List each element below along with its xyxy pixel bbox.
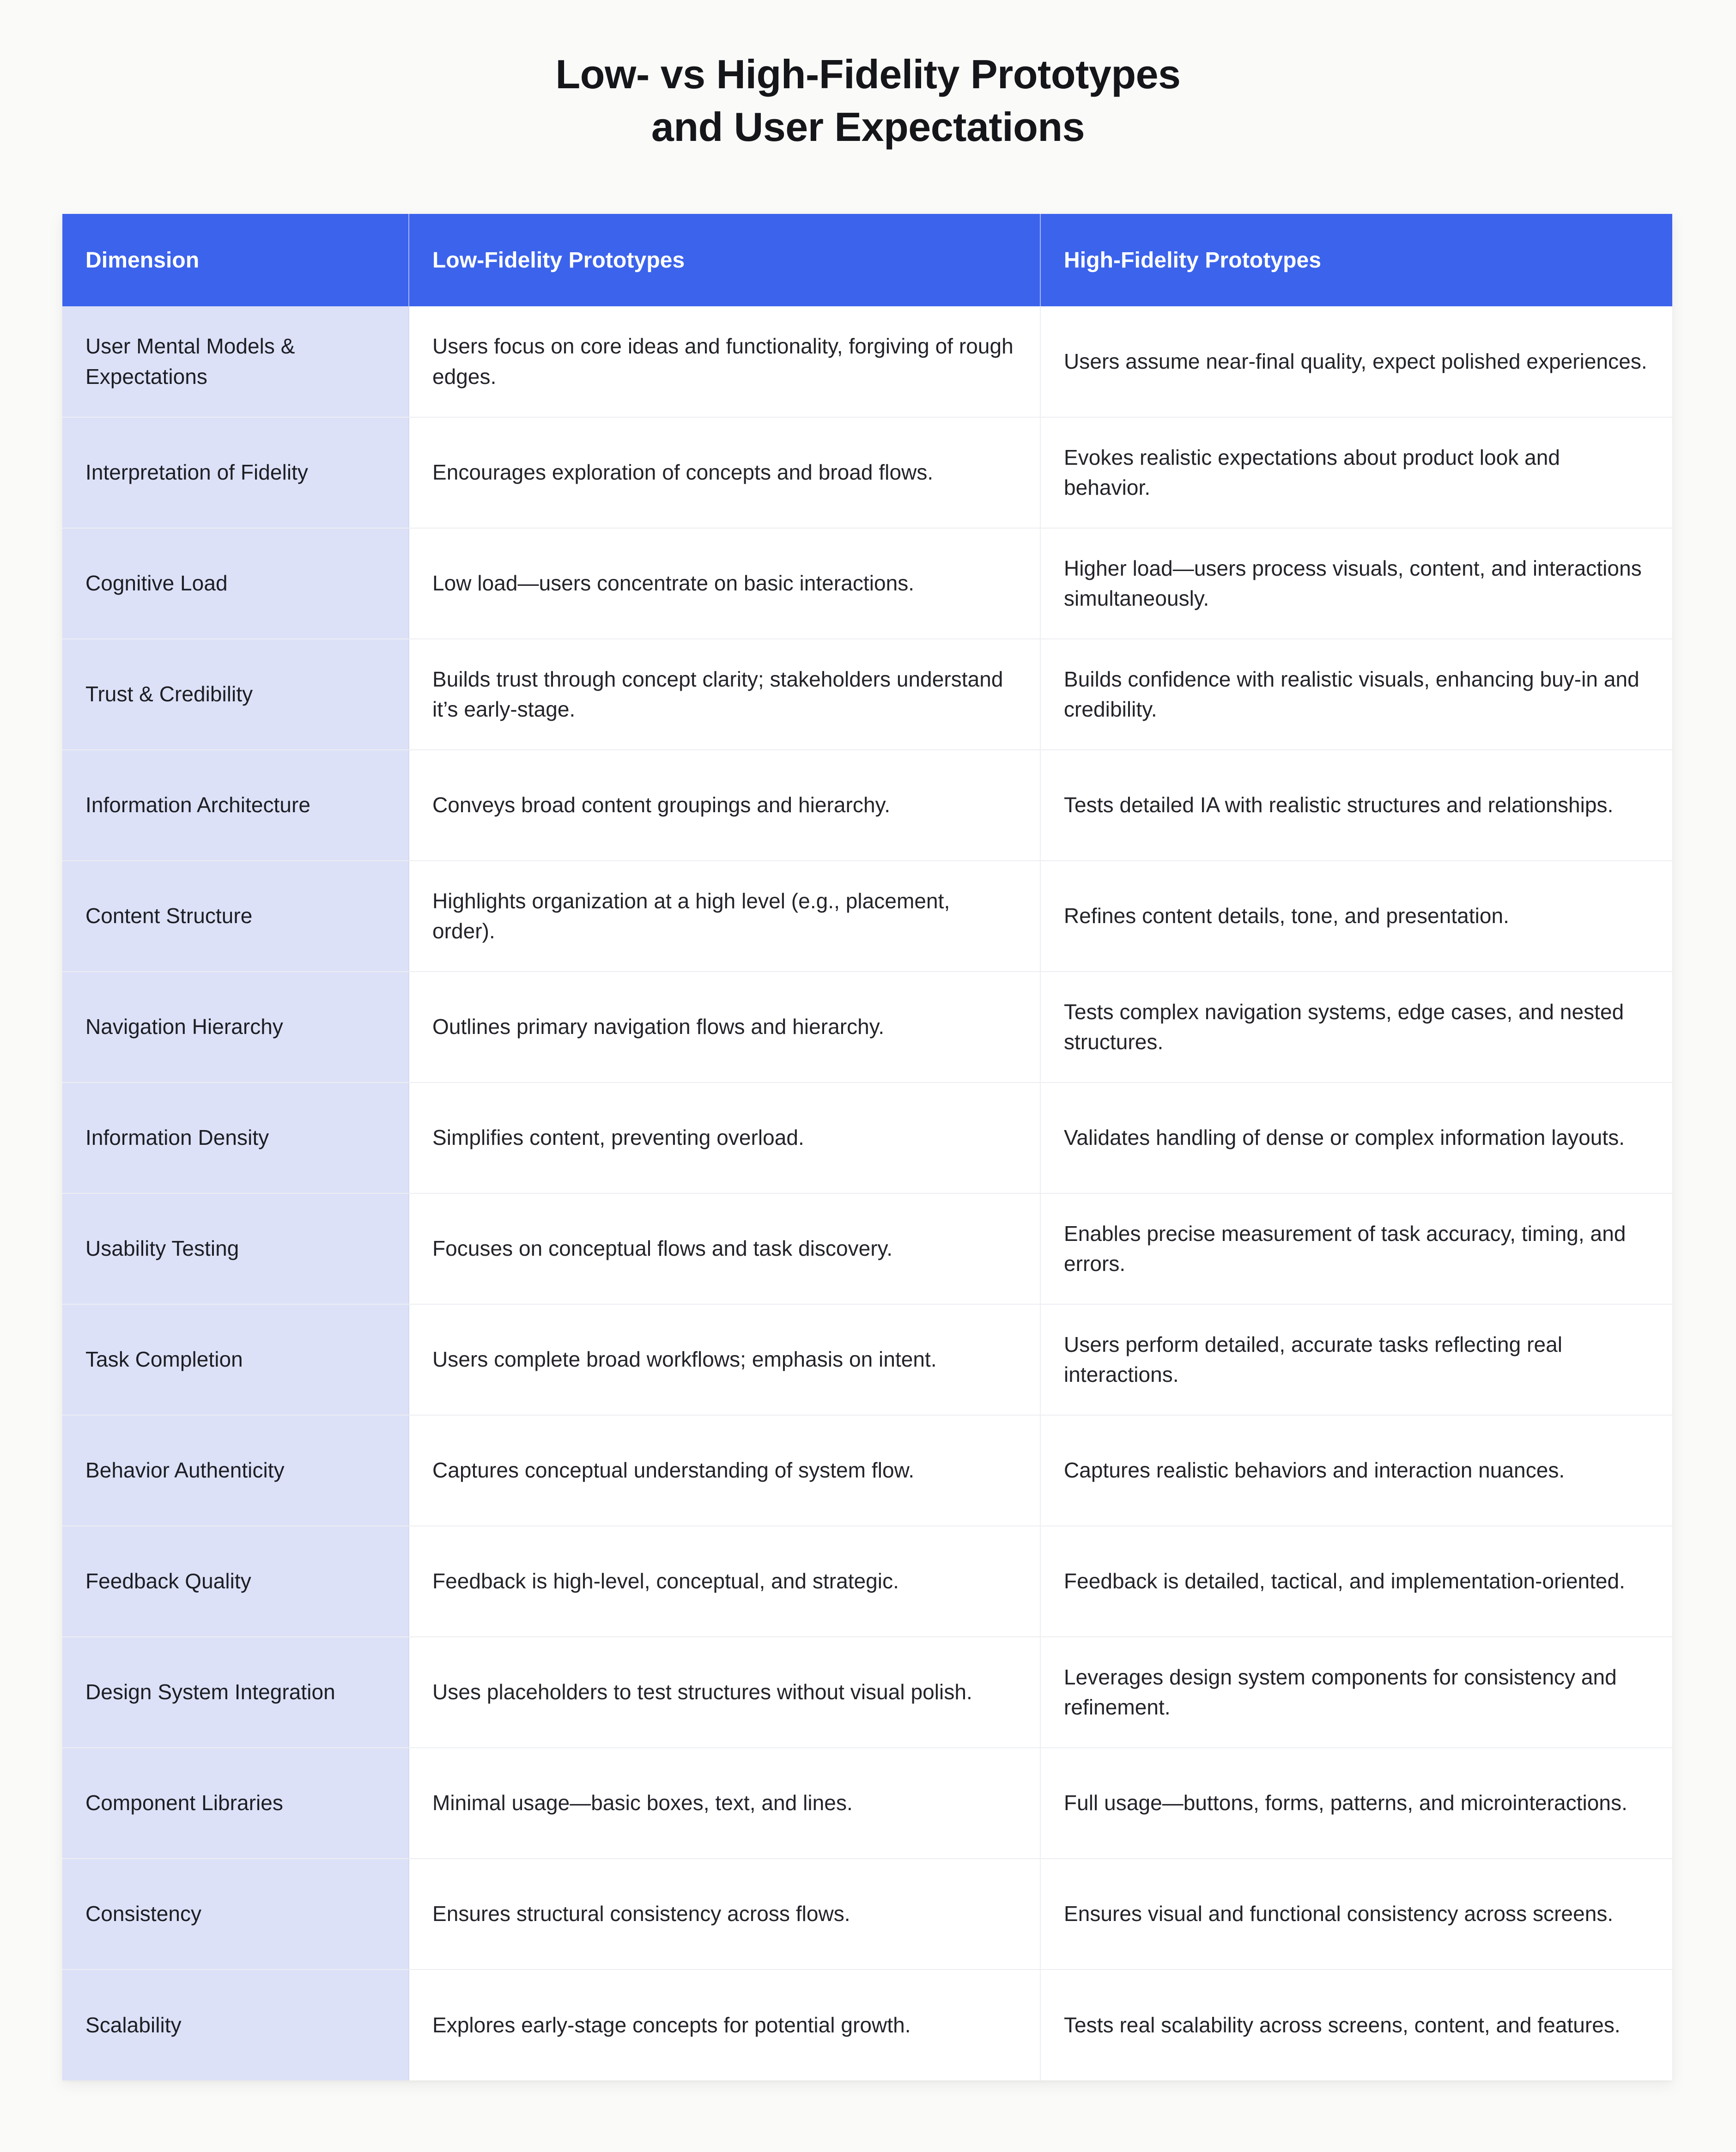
table-row xyxy=(62,1748,1672,1859)
table-row xyxy=(62,306,1672,417)
table-row xyxy=(62,1415,1672,1526)
cell-high-fidelity: Higher load—users process visuals, content, and interactions simultaneously. xyxy=(1040,528,1672,639)
cell-low-fidelity: Highlights organization at a high level (e.g., placement, order). xyxy=(409,861,1040,972)
table-row xyxy=(62,1637,1672,1748)
cell-dimension: Content Structure xyxy=(62,861,409,972)
page-title xyxy=(0,0,1736,154)
cell-low-fidelity: Focuses on conceptual flows and task discovery. xyxy=(409,1193,1040,1304)
cell-low-fidelity: Ensures structural consistency across flows. xyxy=(409,1859,1040,1970)
table-row xyxy=(62,528,1672,639)
column-header-dimension: Dimension xyxy=(62,214,409,306)
cell-low-fidelity: Users complete broad workflows; emphasis on intent. xyxy=(409,1304,1040,1415)
cell-low-fidelity: Conveys broad content groupings and hierarchy. xyxy=(409,750,1040,861)
comparison-table-container xyxy=(62,214,1672,2080)
table-row xyxy=(62,1970,1672,2080)
cell-high-fidelity: Validates handling of dense or complex information layouts. xyxy=(1040,1082,1672,1193)
cell-dimension: Navigation Hierarchy xyxy=(62,972,409,1082)
table-row xyxy=(62,639,1672,750)
table-row xyxy=(62,417,1672,528)
cell-high-fidelity: Tests detailed IA with realistic structures and relationships. xyxy=(1040,750,1672,861)
cell-high-fidelity: Feedback is detailed, tactical, and implementation-oriented. xyxy=(1040,1526,1672,1637)
cell-dimension: Task Completion xyxy=(62,1304,409,1415)
cell-high-fidelity: Refines content details, tone, and presentation. xyxy=(1040,861,1672,972)
cell-low-fidelity: Low load—users concentrate on basic interactions. xyxy=(409,528,1040,639)
column-header-low-fidelity: Low-Fidelity Prototypes xyxy=(409,214,1040,306)
cell-dimension: Information Architecture xyxy=(62,750,409,861)
cell-dimension: Behavior Authenticity xyxy=(62,1415,409,1526)
cell-low-fidelity: Simplifies content, preventing overload. xyxy=(409,1082,1040,1193)
table-row xyxy=(62,1193,1672,1304)
cell-high-fidelity: Enables precise measurement of task accuracy, timing, and errors. xyxy=(1040,1193,1672,1304)
table-row xyxy=(62,861,1672,972)
cell-dimension: Component Libraries xyxy=(62,1748,409,1859)
column-header-high-fidelity: High-Fidelity Prototypes xyxy=(1040,214,1672,306)
cell-dimension: Feedback Quality xyxy=(62,1526,409,1637)
cell-high-fidelity: Captures realistic behaviors and interaction nuances. xyxy=(1040,1415,1672,1526)
page-title-line-1: Low- vs High-Fidelity Prototypes xyxy=(555,51,1181,97)
cell-high-fidelity: Ensures visual and functional consistency across screens. xyxy=(1040,1859,1672,1970)
cell-low-fidelity: Explores early-stage concepts for potential growth. xyxy=(409,1970,1040,2080)
table-row xyxy=(62,972,1672,1082)
table-row xyxy=(62,1526,1672,1637)
table-row xyxy=(62,1859,1672,1970)
cell-dimension: Consistency xyxy=(62,1859,409,1970)
cell-low-fidelity: Feedback is high-level, conceptual, and strategic. xyxy=(409,1526,1040,1637)
cell-dimension: Scalability xyxy=(62,1970,409,2080)
cell-dimension: Design System Integration xyxy=(62,1637,409,1748)
table-row xyxy=(62,1082,1672,1193)
cell-high-fidelity: Leverages design system components for consistency and refinement. xyxy=(1040,1637,1672,1748)
cell-low-fidelity: Encourages exploration of concepts and broad flows. xyxy=(409,417,1040,528)
cell-low-fidelity: Outlines primary navigation flows and hierarchy. xyxy=(409,972,1040,1082)
cell-low-fidelity: Minimal usage—basic boxes, text, and lines. xyxy=(409,1748,1040,1859)
table-body xyxy=(62,306,1672,2080)
table-header-row xyxy=(62,214,1672,306)
comparison-table xyxy=(62,214,1672,2080)
cell-dimension: Interpretation of Fidelity xyxy=(62,417,409,528)
table-header xyxy=(62,214,1672,306)
cell-low-fidelity: Users focus on core ideas and functionality, forgiving of rough edges. xyxy=(409,306,1040,417)
cell-low-fidelity: Builds trust through concept clarity; stakeholders understand it’s early-stage. xyxy=(409,639,1040,750)
cell-high-fidelity: Full usage—buttons, forms, patterns, and microinteractions. xyxy=(1040,1748,1672,1859)
table-row xyxy=(62,1304,1672,1415)
cell-dimension: Trust & Credibility xyxy=(62,639,409,750)
cell-high-fidelity: Tests complex navigation systems, edge cases, and nested structures. xyxy=(1040,972,1672,1082)
cell-high-fidelity: Users perform detailed, accurate tasks reflecting real interactions. xyxy=(1040,1304,1672,1415)
cell-dimension: Information Density xyxy=(62,1082,409,1193)
cell-low-fidelity: Captures conceptual understanding of system flow. xyxy=(409,1415,1040,1526)
table-row xyxy=(62,750,1672,861)
cell-dimension: Cognitive Load xyxy=(62,528,409,639)
cell-high-fidelity: Users assume near-final quality, expect polished experiences. xyxy=(1040,306,1672,417)
cell-low-fidelity: Uses placeholders to test structures without visual polish. xyxy=(409,1637,1040,1748)
cell-dimension: User Mental Models & Expectations xyxy=(62,306,409,417)
cell-high-fidelity: Tests real scalability across screens, content, and features. xyxy=(1064,2012,1621,2037)
cell-high-fidelity: Builds confidence with realistic visuals, enhancing buy-in and credibility. xyxy=(1040,639,1672,750)
cell-high-fidelity: Evokes realistic expectations about product look and behavior. xyxy=(1040,417,1672,528)
page-title-line-2: and User Expectations xyxy=(651,104,1085,150)
cell-dimension: Usability Testing xyxy=(62,1193,409,1304)
